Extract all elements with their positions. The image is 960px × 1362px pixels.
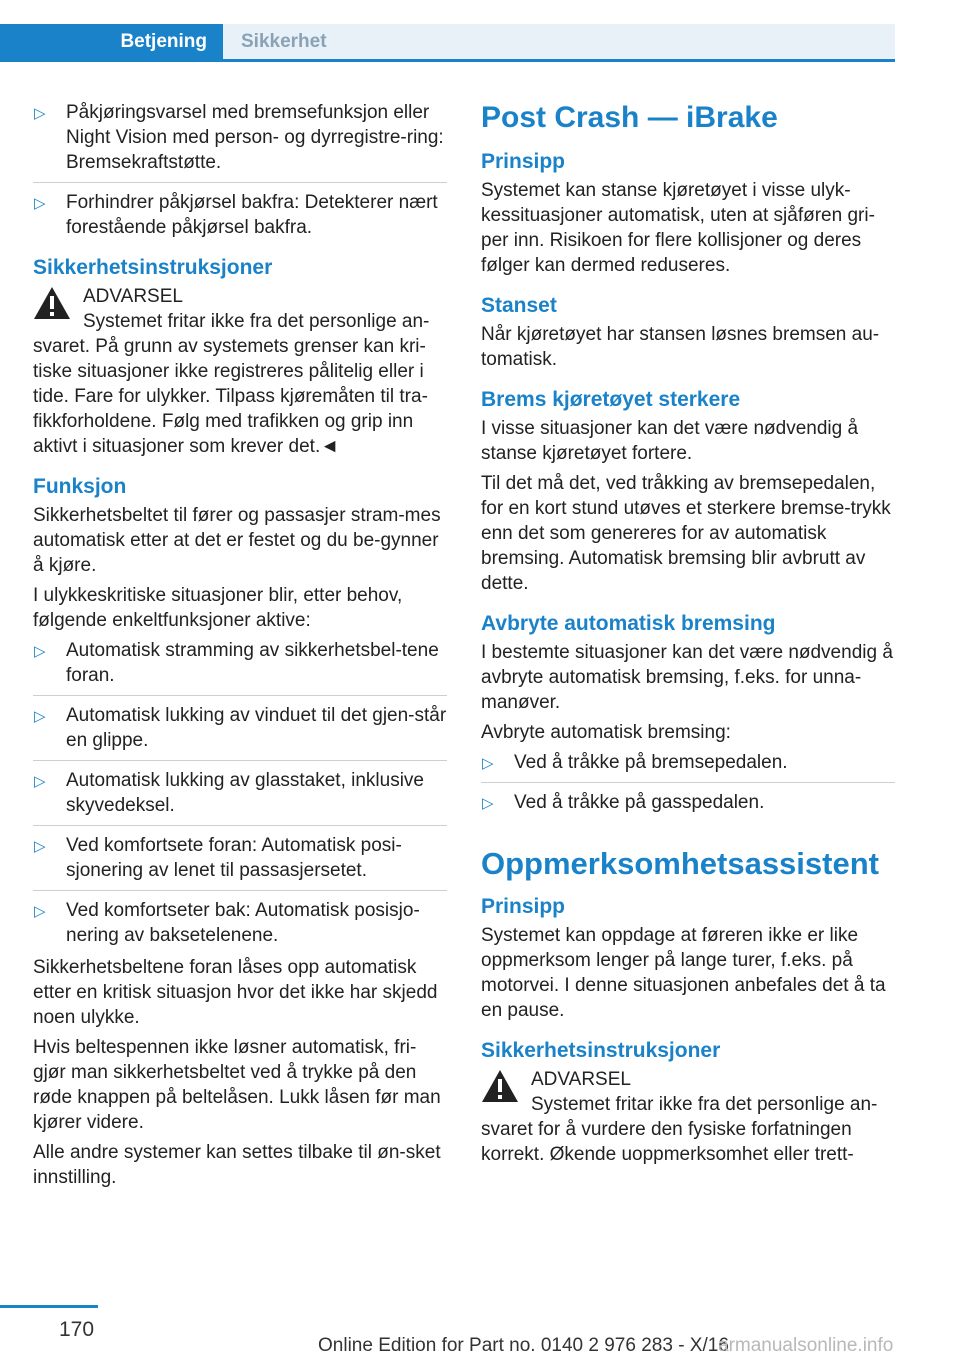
paragraph: Sikkerhetsbeltet til fører og passasjer stram-mes automatisk etter at det er festet og du be-gynner å kjøre.	[33, 505, 441, 576]
warning-title: ADVARSEL	[531, 1069, 631, 1090]
paragraph: I ulykkeskritiske situasjoner blir, etter behov, følgende enkeltfunksjoner aktive:	[33, 585, 403, 631]
warning-text-continued: svaret. På grunn av systemets grenser kan kri-tiske situasjoner ikke registreres pålitelig eller i tide. Fare for ulykker. Tilpass kjøremåten til tra-fikkforholdene. Følg med trafikken og grip inn aktivt i situasjoner som krever det.◄	[33, 336, 428, 457]
attention-assistant-title: Oppmerksomhetsassistent	[481, 846, 879, 881]
list-item: ▷ Forhindrer påkjørsel bakfra: Detekterer nært forestående påkjørsel bakfra.	[34, 192, 438, 238]
paragraph: Hvis beltespennen ikke løsner automatisk, fri-gjør man sikkerhetsbeltet ved å trykke på den røde knappen på beltelåsen. Lukk låsen før man kjører videre.	[33, 1037, 441, 1133]
triangle-bullet-icon: ▷	[482, 795, 494, 812]
list-item: ▷ Automatisk lukking av vinduet til det gjen-står en glippe.	[34, 705, 447, 751]
brake-harder-heading: Brems kjøretøyet sterkere	[481, 388, 741, 411]
stopped-heading: Stanset	[481, 294, 557, 317]
warning-text: Systemet fritar ikke fra det personlige an-	[83, 311, 430, 332]
warning-block	[481, 1067, 895, 1117]
safety-instructions-heading: Sikkerhetsinstruksjoner	[481, 1039, 721, 1062]
section-title: Post Crash — iBrake	[481, 101, 778, 134]
list-item: ▷ Påkjøringsvarsel med bremsefunksjon eller Night Vision med person- og dyrregistre-ring: Bremsekraftstøtte.	[34, 102, 444, 173]
triangle-bullet-icon: ▷	[34, 105, 46, 122]
tab-betjening[interactable]: Betjening	[0, 24, 223, 59]
triangle-bullet-icon: ▷	[34, 838, 46, 855]
paragraph: Til det må det, ved tråkking av bremsepedalen, for en kort stund utøves et sterkere bremse-trykk enn det som genereres for av automatisk bremsing. Automatisk bremsing blir avbrutt av dette.	[481, 473, 891, 594]
principle-heading: Prinsipp	[481, 895, 566, 918]
warning-triangle-icon	[481, 1069, 519, 1103]
triangle-bullet-icon: ▷	[34, 643, 46, 660]
paragraph: I bestemte situasjoner kan det være nødvendig å avbryte automatisk bremsing, f.eks. for unna-manøver.	[481, 642, 893, 713]
warning-triangle-icon	[33, 286, 71, 320]
watermark: armanualsonline.info	[718, 1335, 894, 1356]
list-item: ▷ Automatisk lukking av glasstaket, inklusive skyvedeksel.	[34, 770, 424, 816]
divider	[33, 695, 447, 696]
paragraph: Når kjøretøyet har stansen løsnes bremsen au-tomatisk.	[481, 324, 880, 370]
list-item: ▷ Automatisk stramming av sikkerhetsbel-tene foran.	[34, 640, 439, 686]
list-item: ▷ Ved å tråkke på gasspedalen.	[481, 790, 895, 815]
list-item: ▷ Ved å tråkke på bremsepedalen.	[481, 750, 895, 775]
warning-title: ADVARSEL	[83, 286, 183, 307]
divider	[481, 782, 895, 783]
tab-sikkerhet[interactable]: Sikkerhet	[223, 24, 895, 59]
left-column	[33, 100, 447, 1195]
paragraph: I visse situasjoner kan det være nødvendig å stanse kjøretøyet fortere.	[481, 418, 859, 464]
divider	[33, 760, 447, 761]
triangle-bullet-icon: ▷	[34, 195, 46, 212]
triangle-bullet-icon: ▷	[482, 755, 494, 772]
safety-instructions-heading: Sikkerhetsinstruksjoner	[33, 256, 273, 279]
function-bullet-list	[33, 638, 447, 948]
footer-rule	[0, 1305, 98, 1308]
triangle-bullet-icon: ▷	[34, 708, 46, 725]
triangle-bullet-icon: ▷	[34, 903, 46, 920]
paragraph: Avbryte automatisk bremsing:	[481, 722, 731, 743]
paragraph: Systemet kan stanse kjøretøyet i visse ulyk-kessituasjoner automatisk, uten at sjåføren gri-per inn. Risikoen for flere kollisjoner og deres følger kan dermed reduseres.	[481, 180, 875, 276]
page-number: 170	[59, 1318, 95, 1341]
divider	[33, 890, 447, 891]
warning-text: Systemet fritar ikke fra det personlige an-	[531, 1094, 878, 1115]
function-heading: Funksjon	[33, 475, 127, 498]
triangle-bullet-icon: ▷	[34, 773, 46, 790]
edition-text: Online Edition for Part no. 0140 2 976 283 - X/16	[318, 1335, 729, 1356]
cancel-braking-list	[481, 750, 895, 815]
paragraph: Alle andre systemer kan settes tilbake til øn-sket innstilling.	[33, 1142, 441, 1188]
paragraph: Sikkerhetsbeltene foran låses opp automatisk etter en kritisk situasjon hvor det ikke har skjedd noen ulykke.	[33, 957, 438, 1028]
paragraph: Systemet kan oppdage at føreren ikke er like oppmerksom lenger på lange turer, f.eks. på motorvei. I denne situasjonen anbefales det å ta en pause.	[481, 925, 886, 1021]
list-item: ▷ Ved komfortsete foran: Automatisk posi-sjonering av lenet til passasjersetet.	[34, 835, 402, 881]
cancel-braking-heading: Avbryte automatisk bremsing	[481, 612, 776, 635]
right-column	[481, 100, 895, 1172]
list-item: ▷ Ved komfortseter bak: Automatisk posisjo-nering av baksetelenene.	[34, 900, 420, 946]
chapter-header	[0, 24, 895, 62]
divider	[33, 182, 447, 183]
divider	[33, 825, 447, 826]
warning-text-continued: svaret for å vurdere den fysiske forfatningen korrekt. Økende uoppmerksomhet eller trett-	[481, 1119, 854, 1165]
principle-heading: Prinsipp	[481, 150, 566, 173]
top-bullet-list	[33, 100, 447, 240]
warning-block	[33, 284, 447, 334]
